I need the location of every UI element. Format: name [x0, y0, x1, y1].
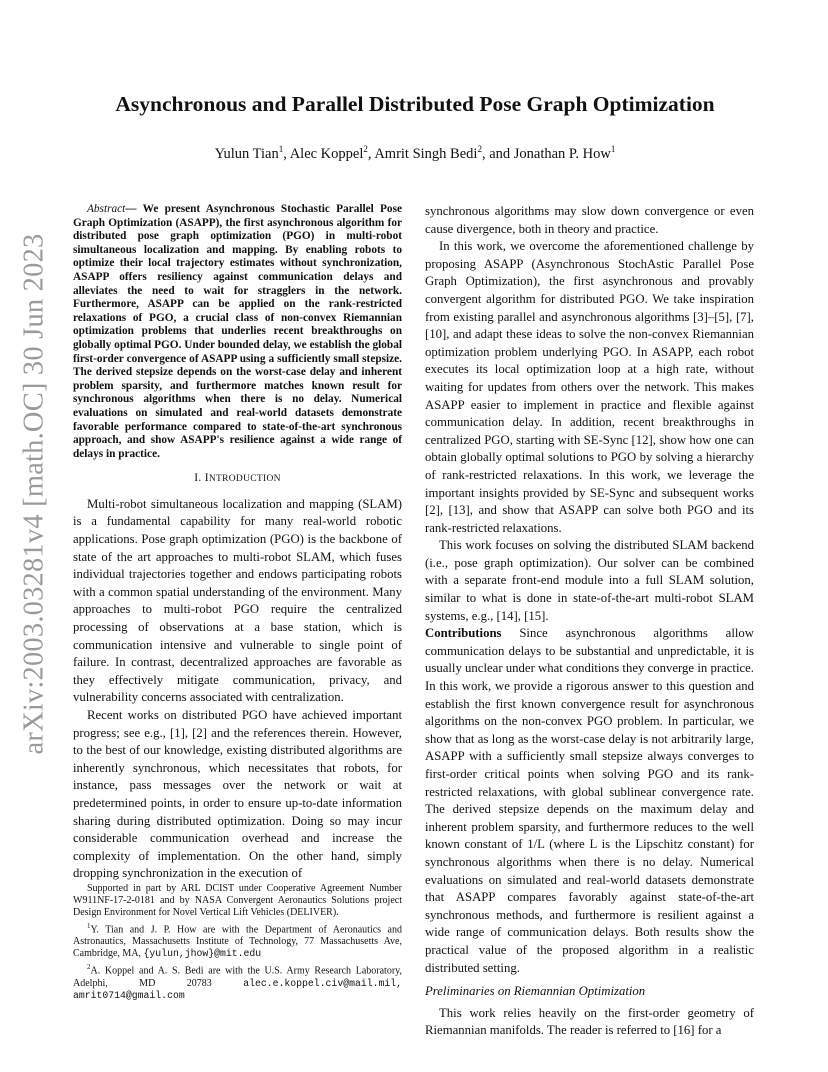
body-paragraph: In this work, we overcome the aforementioned challenge by proposing ASAPP (Asynchronous StochAstic Parallel Pose Graph Optimization), the first asynchronous and provably convergent algorithm for distributed PGO. We take inspiration from existing parallel and asynchronous algorithms [3]–[5], [7], [10], and adapt these ideas to solve the non-convex Riemannian optimization problem underlying PGO. In ASAPP, each robot executes its local optimization loop at a high rate, without waiting for updates from others over the network. This makes ASAPP easier to implement in practice and flexible against communication delay. In addition, recent breakthroughs in centralized PGO, starting with SE-Sync [12], show how one can obtain globally optimal solutions to PGO by solving a hierarchy of rank-restricted relaxations. In this work, we leverage the important insights provided by SE-Sync and subsequent works [2], [13], and show that ASAPP can solve both PGO and its rank-restricted relaxations.	[425, 239, 754, 535]
abstract-text: We present Asynchronous Stochastic Parallel Pose Graph Optimization (ASAPP), the first asynchronous algorithm for distributed pose graph optimization (PGO) in multi-robot simultaneous localization and mapping. By enabling robots to optimize their local trajectory estimates without synchronization, ASAPP offers resiliency against communication delays and alleviates the need to wait for stragglers in the network. Furthermore, ASAPP can be applied on the rank-restricted relaxations of PGO, a crucial class of non-convex Riemannian optimization problems that underlies recent breakthroughs on globally optimal PGO. Under bounded delay, we establish the global first-order convergence of ASAPP using a sufficiently small stepsize. The derived stepsize depends on the worst-case delay and inherent problem sparsity, and furthermore matches known result for synchronous algorithms when there is no delay. Numerical evaluations on simulated and real-world datasets demonstrate favorable performance compared to state-of-the-art synchronous approach, and show ASAPP's resilience against a wide range of delays in practice.	[73, 203, 402, 460]
arxiv-side-stamp	[14, 233, 54, 755]
author-name: Alec Koppel	[289, 145, 364, 162]
author-affil: 1	[610, 144, 616, 154]
body-paragraph: This work relies heavily on the first-order geometry of Riemannian manifolds. The reader is referred to [16] for a	[425, 1005, 754, 1038]
author-name: Amrit Singh Bedi	[374, 145, 478, 162]
section-heading: I. INTRODUCTION	[194, 472, 281, 485]
author-affil: 2	[477, 144, 482, 154]
body-paragraph: synchronous algorithms may slow down convergence or even cause divergence, both in theory and practice.	[425, 204, 754, 236]
footnote-affiliation-2: $^2$A. Koppel and A. S. Bedi are with the U.S. Army Research Laboratory, Adelphi, MD 20783 alec.e.koppel.civ@mail.mil, amrit0714@gmail.com	[73, 963, 402, 1001]
paper-title: Asynchronous and Parallel Distributed Pose Graph Optimization	[115, 92, 715, 116]
contributions-paragraph: Contributions Since asynchronous algorithms allow communication delays to be substantial and unpredictable, it is usually unclear under what conditions they converge in practice. In this work, we provide a rigorous answer to this question and establish the first known convergence result for asynchronous algorithms on the non-convex PGO problem. In particular, we show that as long as the worst-case delay is not arbitrarily large, ASAPP with a sufficiently small stepsize always converges to first-order critical points when solving PGO and its rank-restricted relaxations, with global sublinear convergence rate. The derived stepsize depends on the maximum delay and inherent problem sparsity, and furthermore reduces to the well known constant of 1/L (where L is the Lipschitz constant) for synchronous algorithms when there is no delay. Numerical evaluations on simulated and real-world datasets demonstrate that ASAPP compares favorably against state-of-the-art synchronous methods, and furthermore is resilient against a wide range of communication delays. Both results show the practical value of the proposed algorithm in a realistic distributed setting.	[425, 626, 754, 975]
left-column	[73, 203, 402, 883]
body-paragraph: Multi-robot simultaneous localization and mapping (SLAM) is a fundamental capability for many real-world robotic applications. Pose graph optimization (PGO) is the backbone of state of the art approaches to multi-robot SLAM, which fuses individual trajectories together and endows participating robots with a common spatial understanding of the environment. Many approaches to multi-robot PGO require the centralized processing of observations at a base station, which is communication intensive and vulnerable to single point of failure. In contrast, decentralized approaches are favorable as they effectively mitigate communication, privacy, and vulnerability concerns associated with centralization.	[73, 496, 402, 705]
arxiv-identifier: arXiv:2003.03281v4 [math.OC] 30 Jun 2023	[18, 233, 49, 755]
footnote-funding: Supported in part by ARL DCIST under Cooperative Agreement Number W911NF-17-2-0181 and by NASA Convergent Aeronautics Solutions project Design Environment for Novel Vertical Lift Vehicles (DELIVER).	[73, 883, 402, 918]
author-affil: 1	[278, 144, 284, 154]
author-affil: 2	[363, 144, 368, 154]
email-link[interactable]: {yulun,jhow}@mit.edu	[143, 948, 262, 960]
footnotes	[73, 883, 402, 1003]
email-link[interactable]: alec.e.koppel.civ@mail.mil, amrit0714@gmail.com	[73, 977, 402, 1001]
footnote-affiliation-1: $^1$Y. Tian and J. P. How are with the Department of Aeronautics and Astronautics, Massachusetts Institute of Technology, 77 Massachusetts Ave, Cambridge, MA, {yulun,jhow}@mit.edu	[73, 922, 402, 960]
body-paragraph: Recent works on distributed PGO have achieved important progress; see e.g., [1], [2] and the references therein. However, to the best of our knowledge, existing distributed algorithms are inherently synchronous, which necessitates that robots, for instance, pass messages over the network or wait at predetermined points, in order to ensure up-to-date information sharing during distributed optimization. Doing so may incur considerable communication overhead and increase the complexity of implementation. On the other hand, simply dropping synchronization in the execution of	[73, 708, 402, 881]
abstract: Abstract— We present Asynchronous Stochastic Parallel Pose Graph Optimization (ASAPP), the first asynchronous algorithm for distributed pose graph optimization (PGO) in multi-robot simultaneous localization and mapping. By enabling robots to optimize their local trajectory estimates without synchronization, ASAPP offers resiliency against communication delays and alleviates the need to wait for stragglers in the network. Furthermore, ASAPP can be applied on the rank-restricted relaxations of PGO, a crucial class of non-convex Riemannian optimization problems that underlies recent breakthroughs on globally optimal PGO. Under bounded delay, we establish the global first-order convergence of ASAPP using a sufficiently small stepsize. The derived stepsize depends on the worst-case delay and inherent problem sparsity, and furthermore matches known result for synchronous algorithms when there is no delay. Numerical evaluations on simulated and real-world datasets demonstrate favorable performance compared to state-of-the-art synchronous approach, and show ASAPP's resilience against a wide range of delays in practice.	[73, 203, 402, 460]
body-paragraph: This work focuses on solving the distributed SLAM backend (i.e., pose graph optimization). Our solver can be combined with a separate front-end module into a full SLAM solution, similar to what is done in state-of-the-art multi-robot SLAM systems, e.g., [14], [15].	[425, 538, 754, 623]
abstract-lead: Abstract	[87, 203, 126, 215]
author-list: Yulun Tian$^1$, Alec Koppel$^2$, Amrit Singh Bedi$^2$, and Jonathan P. How$^1$	[214, 144, 616, 162]
author-name: Yulun Tian	[214, 145, 279, 162]
author-name: and Jonathan P. How	[489, 145, 611, 162]
subsection-heading: Preliminaries on Riemannian Optimization	[425, 984, 646, 999]
right-column	[425, 203, 754, 1040]
contributions-lead: Contributions	[425, 626, 502, 641]
